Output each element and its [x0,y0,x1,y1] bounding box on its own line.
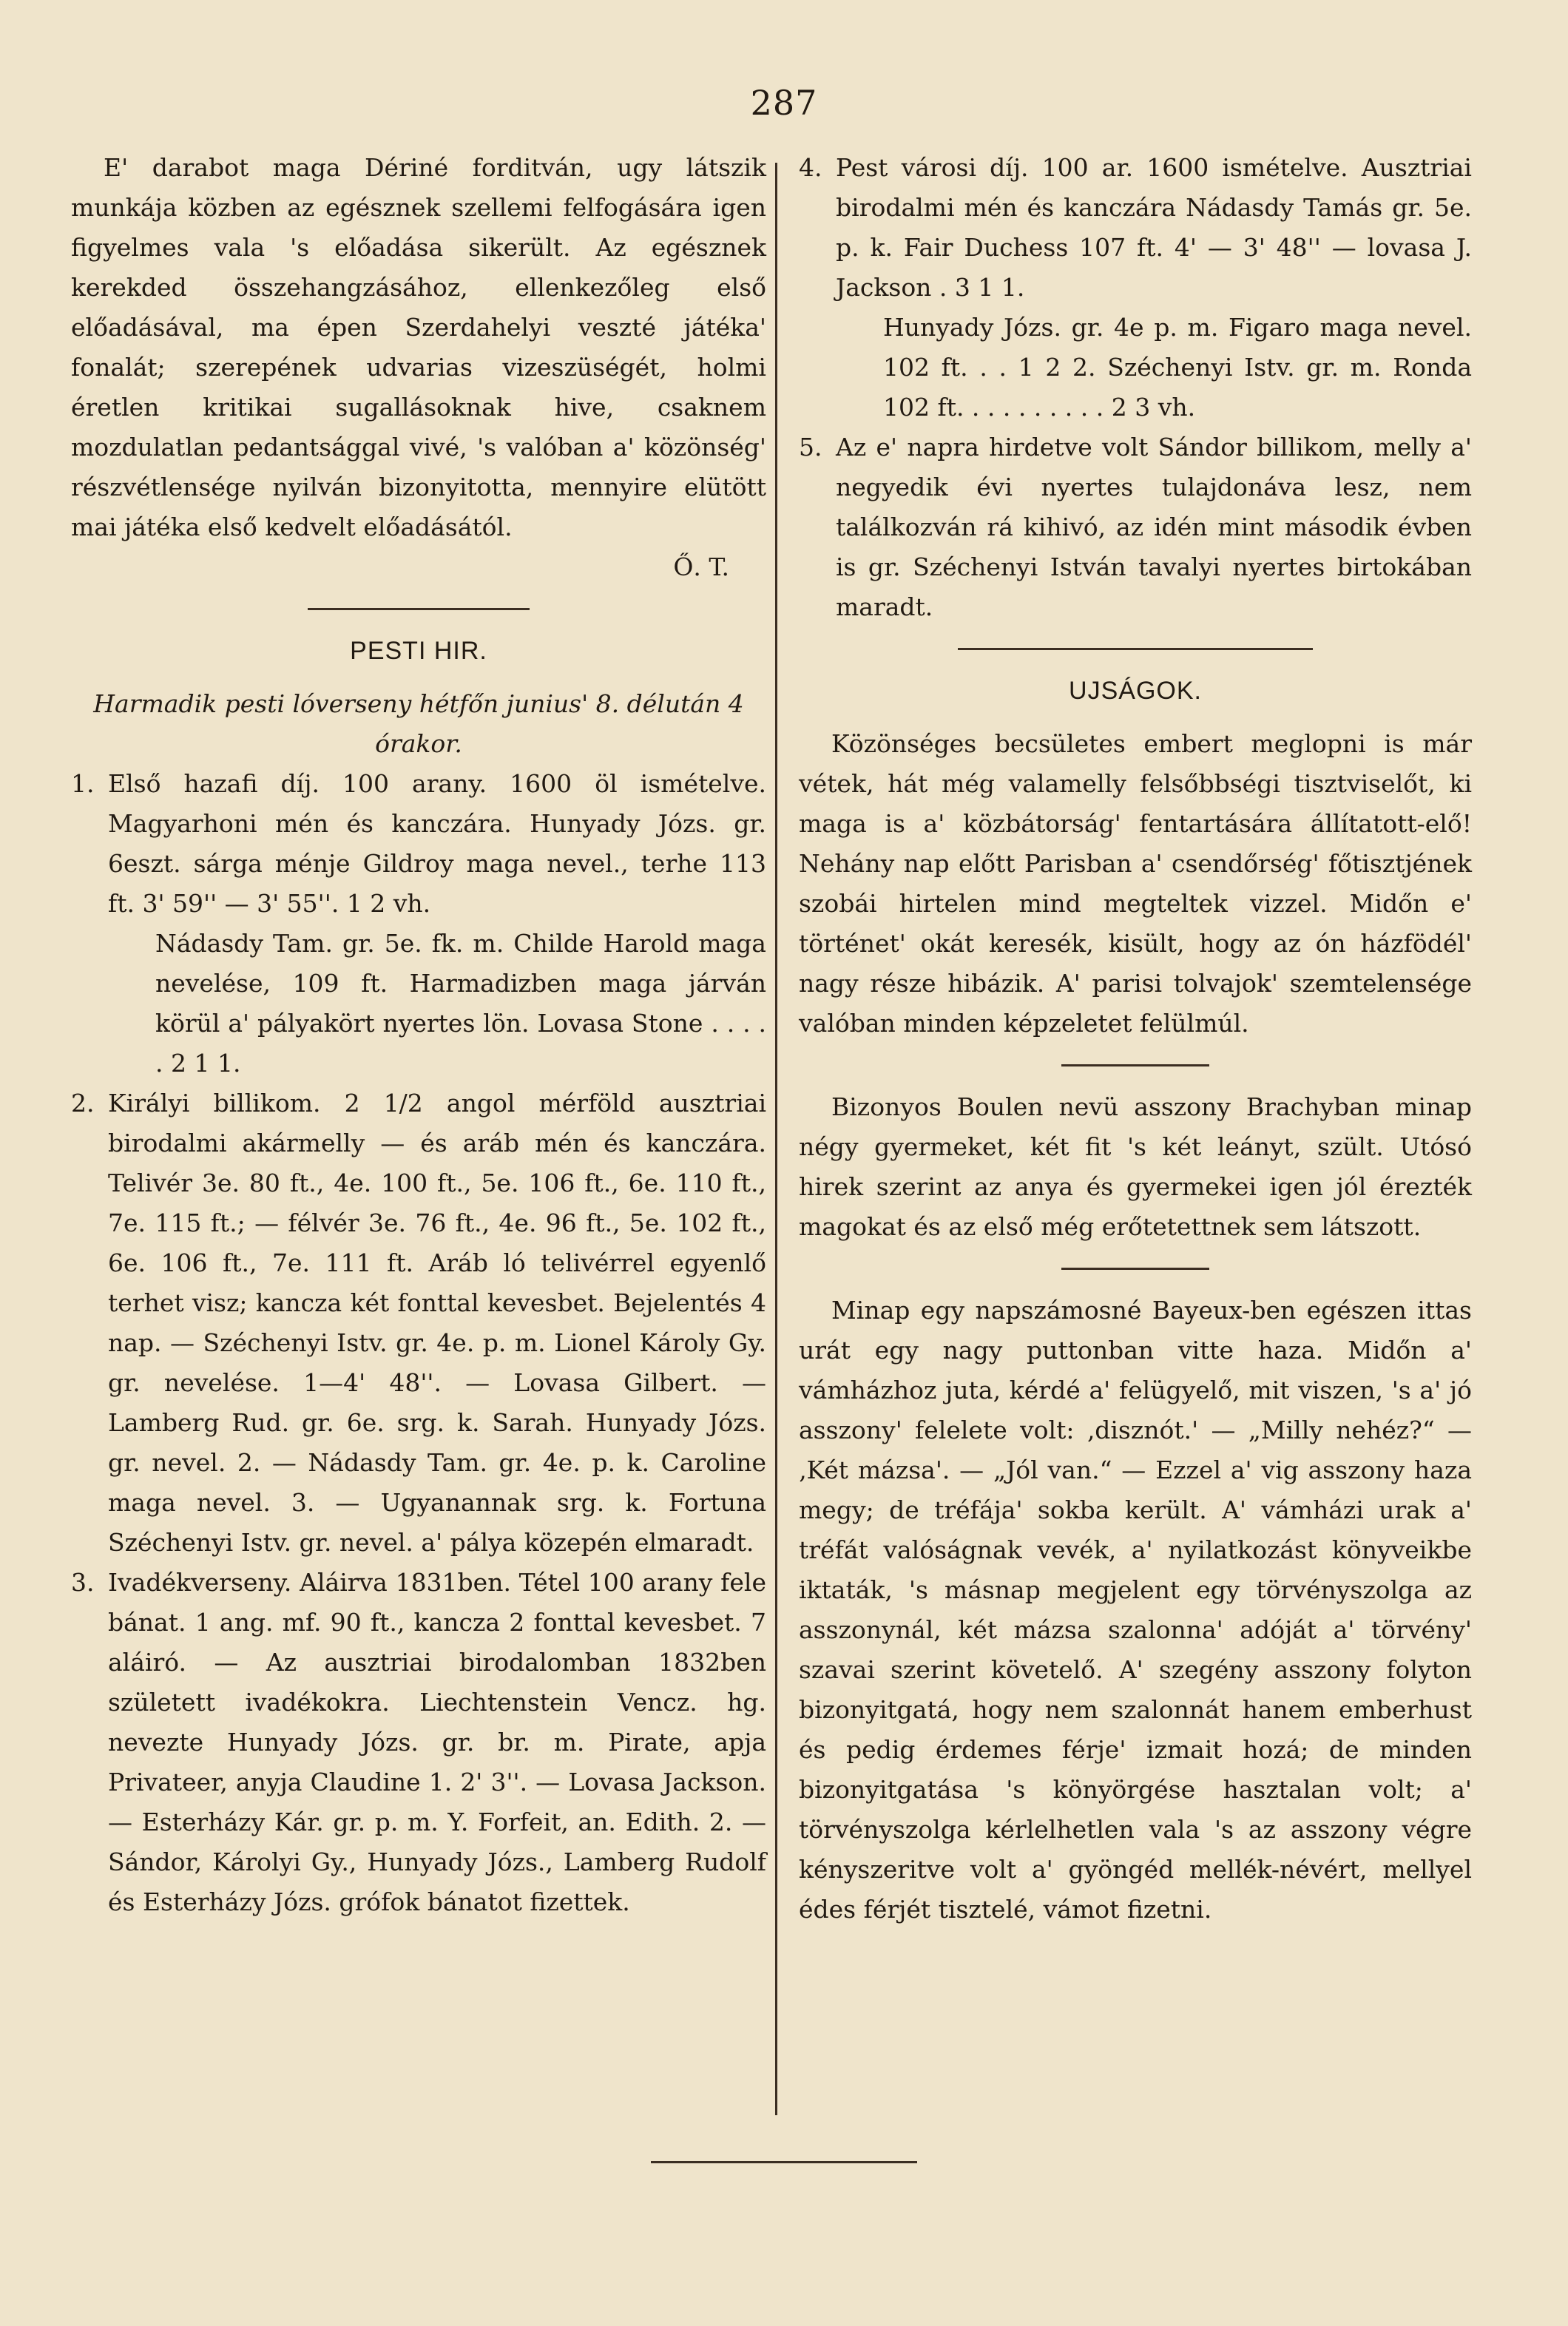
race-item [71,1563,766,1922]
article-divider [1061,1064,1209,1066]
section-title-pesti-hir: PESTI HIR. [350,637,487,665]
item-text: Ivadékverseny. Aláirva 1831ben. Tétel 100 arany fele bánat. 1 ang. mf. 90 ft., kancza 2 fonttal kevesbet. 7 aláiró. — Az ausztriai birodalomban 1832ben született ivadékokra. Liechtenstein Vencz. hg. nevezte Hunyady Józs. gr. br. m. Pirate, apja Privateer, anyja Claudine 1. 2' 3''. — Lovasa Jackson. — Esterházy Kár. gr. p. m. Y. Forfeit, an. Edith. 2. — Sándor, Károlyi Gy., Hunyady Józs., Lamberg Rudolf és Esterházy Józs. grófok bánatot fizettek. [108,1568,766,1916]
race-item [71,1083,766,1563]
item-text: Az e' napra hirdetve volt Sándor billikom, melly a' negyedik évi nyertes tulajdonáva lesz, nem találkozván rá kihivó, az idén mint második évben is gr. Széchenyi István tavalyi nyertes birtokában maradt. [836,433,1472,621]
section-title-ujsagok: UJSÁGOK. [1069,677,1202,705]
news-paragraph: Közönséges becsületes embert meglopni is már vétek, hát még valamelly felsőbbségi tisztviselőt, ki maga is a' közbátorság' fentartására állítatott-elő! Nehány nap előtt Parisban a' csendőrség' főtisztjének szobái hirtelen mind megteltek vizzel. Midőn e' történet' okát keresék, kisült, hogy az ón házfödél' nagy része hibázik. A' parisi tolvajok' szemtelensége valóban minden képzeletet felülmúl. [799,729,1472,1038]
item-number: 3. [71,1568,95,1597]
race-item [71,764,766,1083]
section-divider [958,648,1313,650]
item-subtext: Hunyady Józs. gr. 4e p. m. Figaro maga nevel. 102 ft. . . 1 2 2. Széchenyi Istv. gr. m. Ronda 102 ft. . . . . . . . . . 2 3 vh. [883,313,1472,422]
race-item [799,148,1472,427]
theatre-review-paragraph: E' darabot maga Dériné forditván, ugy látszik munkája közben az egésznek szellemi felfogására igen figyelmes vala 's előadása sikerült. Az egésznek kerekded összehangzásához, ellenkezőleg első előadásával, ma épen Szerdahelyi veszté játéka' fonalát; szerepének udvarias vizeszüségét, holmi éretlen kritikai sugallásoknak hive, csaknem mozdulatlan pedantsággal vivé, 's valóban a' közönség' részvétlensége nyilván bizonyitotta, mennyire elütött mai játéka első kedvelt előadásától. [71,153,766,541]
item-text: Első hazafi díj. 100 arany. 1600 öl ismételve. Magyarhoni mén és kanczára. Hunyady Józs. gr. 6eszt. sárga ménje Gildroy maga nevel., terhe 113 ft. 3' 59'' — 3' 55''. 1 2 vh. [108,769,766,918]
article-divider [1061,1268,1209,1270]
right-column [799,148,1472,1930]
bottom-rule [651,2161,917,2163]
news-paragraph: Minap egy napszámosné Bayeux-ben egészen ittas urát egy nagy puttonban vitte haza. Midőn a' vámházhoz juta, kérdé a' felügyelő, mit viszen, 's a' jó asszony' felelete volt: ‚disznót.' — „Milly nehéz?“ — ‚Két mázsa'. — „Jól van.“ — Ezzel a' vig asszony haza megy; de tréfája' sokba került. A' vámházi urak a' tréfát valóságnak vevék, a' nyilatkozást könyveikbe iktaták, 's másnap megjelent egy törvényszolga az asszonynál, két mázsa szalonna' adóját a' törvény' szavai szerint követelő. A' szegény asszony folyton bizonyitgatá, hogy nem szalonnát hanem emberhust és pedig érdemes férje' izmait hozá; de minden bizonyitgatása 's könyörgése hasztalan volt; a' törvényszolga kérlelhetlen vala 's az asszony végre kényszeritve volt a' gyöngéd mellék-névért, mellyel édes férjét tisztelé, vámot fizetni. [799,1296,1472,1924]
item-number: 1. [71,769,95,798]
page-number: 287 [750,83,818,123]
item-number: 4. [799,153,822,182]
item-subtext: Nádasdy Tam. gr. 5e. fk. m. Childe Harold maga nevelése, 109 ft. Harmadizben maga járván körül a' pályakört nyertes lön. Lovasa Stone . . . . . 2 1 1. [155,929,766,1078]
item-number: 5. [799,433,822,462]
author-signature: Ő. T. [673,552,729,581]
item-text: Királyi billikom. 2 1/2 angol mérföld ausztriai birodalmi akármelly — és aráb mén és kanczára. Telivér 3e. 80 ft., 4e. 100 ft., 5e. 106 ft., 6e. 110 ft., 7e. 115 ft.; — félvér 3e. 76 ft., 4e. 96 ft., 5e. 102 ft., 6e. 106 ft., 7e. 111 ft. Aráb ló telivérrel egyenlő terhet visz; kancza két fonttal kevesbet. Bejelentés 4 nap. — Széchenyi Istv. gr. 4e. p. m. Lionel Károly Gy. gr. nevelése. 1—4' 48''. — Lovasa Gilbert. — Lamberg Rud. gr. 6e. srg. k. Sarah. Hunyady Józs. gr. nevel. 2. — Nádasdy Tam. gr. 4e. p. k. Caroline maga nevel. 3. — Ugyanannak srg. k. Fortuna Széchenyi Istv. gr. nevel. a' pálya közepén elmaradt. [108,1089,766,1557]
race-item [799,427,1472,627]
left-column [71,148,766,1922]
column-divider [775,163,777,2115]
item-number: 2. [71,1089,95,1118]
news-paragraph: Bizonyos Boulen nevü asszony Brachyban minap négy gyermeket, két fit 's két leányt, szült. Utósó hirek szerint az anya és gyermekei igen jól érezték magokat és az első még erőtetettnek sem látszott. [799,1092,1472,1241]
section-divider [308,608,530,610]
item-text: Pest városi díj. 100 ar. 1600 ismételve. Ausztriai birodalmi mén és kanczára Nádasdy Tamás gr. 5e. p. k. Fair Duchess 107 ft. 4' — 3' 48'' — lovasa J. Jackson . 3 1 1. [836,153,1472,302]
race-subtitle: Harmadik pesti lóverseny hétfőn junius' 8. délután 4 órakor. [93,689,744,758]
